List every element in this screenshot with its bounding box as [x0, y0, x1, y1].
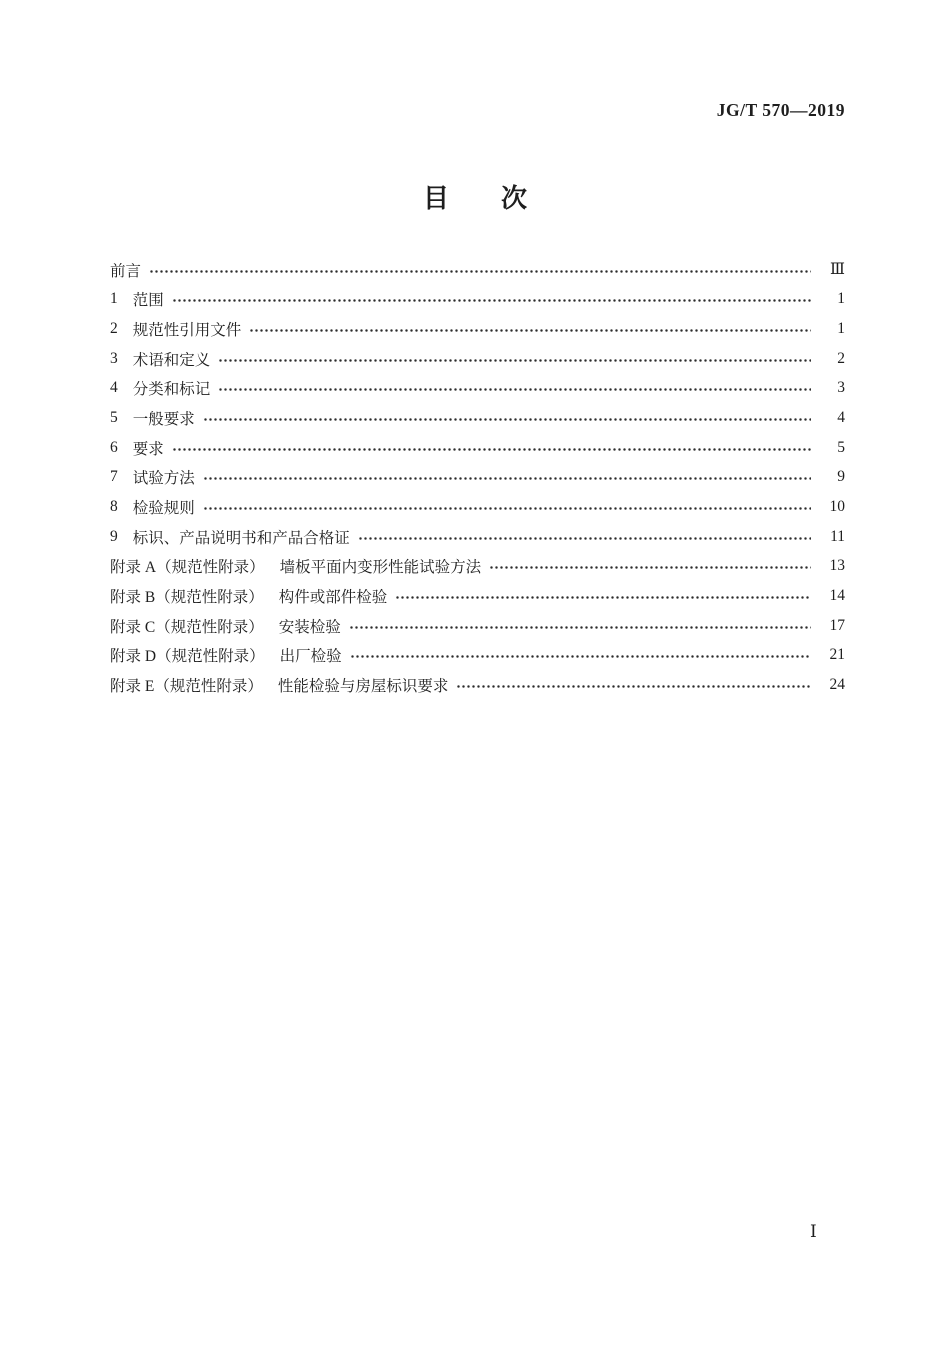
toc-entry-prefix: 8 — [110, 497, 118, 515]
toc-entry-page: 17 — [829, 616, 845, 634]
toc-entry-label: 检验规则 — [132, 499, 195, 517]
toc-entry-label: 一般要求 — [132, 411, 195, 429]
toc-entry-prefix: 7 — [110, 468, 118, 486]
dot-leader-icon — [349, 624, 811, 631]
toc-entry-label: 试验方法 — [132, 470, 195, 488]
toc-entry — [110, 492, 845, 522]
toc-entry-page: 24 — [829, 675, 845, 693]
toc-entry — [110, 611, 845, 641]
toc-entry-prefix: 附录 D（规范性附录） — [110, 648, 265, 666]
toc-entry — [110, 255, 845, 285]
standard-code: JG/T 570—2019 — [716, 100, 845, 120]
toc-entry-prefix: 6 — [110, 438, 118, 456]
toc-entry — [110, 314, 845, 344]
toc-entry-label: 安装检验 — [278, 618, 341, 636]
toc-entry-prefix: 附录 E（规范性附录） — [110, 677, 263, 695]
toc-entry — [110, 285, 845, 315]
toc-entry — [110, 374, 845, 404]
toc-entry-label: 要求 — [132, 440, 164, 458]
toc-entry-label: 规范性引用文件 — [132, 322, 242, 340]
dot-leader-icon — [203, 505, 811, 512]
toc-entry-label: 术语和定义 — [132, 351, 211, 369]
dot-leader-icon — [172, 446, 811, 453]
toc-entry-page: 1 — [837, 290, 845, 308]
dot-leader-icon — [149, 268, 811, 275]
toc-entry — [110, 640, 845, 670]
dot-leader-icon — [218, 357, 811, 364]
toc-entry — [110, 551, 845, 581]
toc-entry — [110, 344, 845, 374]
toc-entry-prefix: 附录 B（规范性附录） — [110, 588, 264, 606]
toc-entry — [110, 581, 845, 611]
toc-entry — [110, 433, 845, 463]
toc-entry-page: 9 — [837, 468, 845, 486]
toc-entry-prefix: 9 — [110, 527, 118, 545]
toc-entry-prefix: 2 — [110, 320, 118, 338]
toc-entry-label: 墙板平面内变形性能试验方法 — [279, 559, 482, 577]
toc-entry-page: 13 — [829, 557, 845, 575]
toc-entry-prefix: 附录 A（规范性附录） — [110, 559, 265, 577]
toc-entry-page: Ⅲ — [830, 261, 845, 279]
page-title: 目 次 — [422, 184, 527, 213]
toc-entry-label: 出厂检验 — [279, 648, 342, 666]
toc-entry-page: 2 — [837, 349, 845, 367]
toc-entry-page: 5 — [837, 438, 845, 456]
toc-entry — [110, 462, 845, 492]
toc-entry-page: 21 — [829, 646, 845, 664]
toc-entry — [110, 403, 845, 433]
toc-entry-page: 4 — [837, 409, 845, 427]
toc-entry-label: 范围 — [132, 292, 164, 310]
toc-entry — [110, 670, 845, 700]
toc-entry-page: 10 — [829, 497, 845, 515]
dot-leader-icon — [358, 535, 811, 542]
dot-leader-icon — [249, 327, 811, 334]
toc-entry-label: 前言 — [110, 262, 142, 280]
toc-entry-label: 构件或部件检验 — [278, 588, 388, 606]
footer-page-number: Ⅰ — [810, 1222, 817, 1241]
toc-entry-page: 14 — [829, 586, 845, 604]
toc-entry — [110, 522, 845, 552]
toc-entry-prefix: 附录 C（规范性附录） — [110, 618, 264, 636]
toc-entry-label: 分类和标记 — [132, 381, 211, 399]
dot-leader-icon — [456, 683, 811, 690]
dot-leader-icon — [203, 475, 811, 482]
toc-list — [110, 255, 845, 700]
dot-leader-icon — [218, 386, 811, 393]
toc-entry-prefix: 1 — [110, 290, 118, 308]
dot-leader-icon — [172, 297, 811, 304]
dot-leader-icon — [489, 564, 811, 571]
dot-leader-icon — [350, 653, 811, 660]
toc-entry-label: 性能检验与房屋标识要求 — [277, 677, 449, 695]
toc-entry-prefix: 5 — [110, 409, 118, 427]
toc-entry-page: 11 — [830, 527, 845, 545]
toc-entry-label: 标识、产品说明书和产品合格证 — [132, 529, 350, 547]
toc-entry-prefix: 3 — [110, 349, 118, 367]
toc-entry-prefix: 4 — [110, 379, 118, 397]
toc-entry-page: 1 — [837, 320, 845, 338]
dot-leader-icon — [203, 416, 811, 423]
dot-leader-icon — [395, 594, 811, 601]
toc-entry-page: 3 — [837, 379, 845, 397]
